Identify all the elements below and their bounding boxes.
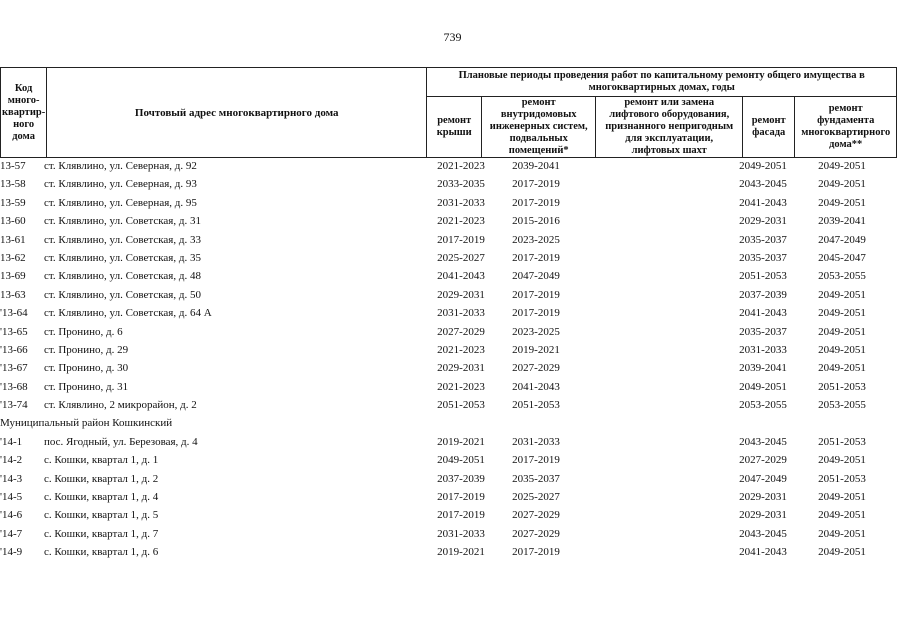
row-engineering: 2027-2029 — [512, 527, 560, 540]
section-row — [0, 414, 905, 432]
row-address: ст. Клявлино, ул. Северная, д. 93 — [44, 178, 197, 191]
row-code: 13-59 — [0, 196, 26, 209]
row-facade: 2041-2043 — [739, 546, 787, 559]
row-foundation: 2049-2051 — [818, 509, 866, 522]
row-facade: 2029-2031 — [739, 509, 787, 522]
row-engineering: 2027-2029 — [512, 509, 560, 522]
row-roof: 2017-2019 — [437, 491, 485, 504]
header-address: Почтовый адрес многоквартирного дома — [47, 68, 427, 158]
row-foundation: 2051-2053 — [818, 472, 866, 485]
row-foundation: 2049-2051 — [818, 307, 866, 320]
row-engineering: 2023-2025 — [512, 325, 560, 338]
row-roof: 2027-2029 — [437, 325, 485, 338]
table-row — [0, 506, 905, 524]
row-address: ст. Клявлино, ул. Советская, д. 64 А — [44, 307, 212, 320]
row-roof: 2031-2033 — [437, 196, 485, 209]
row-address: ст. Пронино, д. 29 — [44, 343, 129, 356]
row-foundation: 2051-2053 — [818, 380, 866, 393]
row-engineering: 2047-2049 — [512, 270, 560, 283]
row-address: ст. Клявлино, ул. Советская, д. 33 — [44, 233, 201, 246]
table-row — [0, 231, 905, 249]
table-row — [0, 194, 905, 212]
row-facade: 2035-2037 — [739, 251, 787, 264]
row-engineering: 2019-2021 — [512, 343, 560, 356]
row-code: 13-58 — [0, 178, 26, 191]
row-roof: 2021-2023 — [437, 380, 485, 393]
table-row — [0, 323, 905, 341]
row-engineering: 2017-2019 — [512, 546, 560, 559]
table-row — [0, 359, 905, 377]
row-roof: 2017-2019 — [437, 233, 485, 246]
row-engineering: 2041-2043 — [512, 380, 560, 393]
row-address: с. Кошки, квартал 1, д. 7 — [44, 527, 159, 540]
row-facade: 2035-2037 — [739, 325, 787, 338]
row-code: '13-64 — [0, 307, 28, 320]
row-code: '14-7 — [0, 527, 23, 540]
row-foundation: 2039-2041 — [818, 215, 866, 228]
row-foundation: 2045-2047 — [818, 251, 866, 264]
row-address: ст. Пронино, д. 31 — [44, 380, 129, 393]
row-facade: 2031-2033 — [739, 343, 787, 356]
row-engineering: 2051-2053 — [512, 399, 560, 412]
row-facade: 2047-2049 — [739, 472, 787, 485]
row-roof: 2021-2023 — [437, 343, 485, 356]
row-code: '14-3 — [0, 472, 23, 485]
row-roof: 2021-2023 — [437, 160, 485, 172]
row-code: '13-65 — [0, 325, 28, 338]
row-roof: 2021-2023 — [437, 215, 485, 228]
row-engineering: 2039-2041 — [512, 160, 560, 172]
row-facade: 2041-2043 — [739, 307, 787, 320]
row-code: '13-66 — [0, 343, 28, 356]
row-roof: 2033-2035 — [437, 178, 485, 191]
table-row — [0, 304, 905, 322]
row-engineering: 2035-2037 — [512, 472, 560, 485]
row-facade: 2041-2043 — [739, 196, 787, 209]
page-number: 739 — [443, 30, 462, 44]
table-row — [0, 157, 905, 175]
row-roof: 2019-2021 — [437, 546, 485, 559]
row-roof: 2031-2033 — [437, 527, 485, 540]
row-address: ст. Клявлино, ул. Северная, д. 92 — [44, 160, 197, 172]
row-engineering: 2017-2019 — [512, 178, 560, 191]
row-foundation: 2049-2051 — [818, 325, 866, 338]
row-engineering: 2023-2025 — [512, 233, 560, 246]
row-facade: 2037-2039 — [739, 288, 787, 301]
row-foundation: 2049-2051 — [818, 178, 866, 191]
row-roof: 2029-2031 — [437, 362, 485, 375]
row-facade: 2053-2055 — [739, 399, 787, 412]
header-engineering: ремонт внутридомовых инженерных систем, подвальных помещений* — [482, 97, 596, 158]
row-foundation: 2049-2051 — [818, 454, 866, 467]
row-address: ст. Клявлино, 2 микрорайон, д. 2 — [44, 399, 197, 412]
header-foundation: ремонт фундамента многоквартирного дома** — [795, 97, 897, 158]
row-code: 13-69 — [0, 270, 26, 283]
table-row — [0, 543, 905, 561]
table-row — [0, 212, 905, 230]
table-row — [0, 378, 905, 396]
row-engineering: 2017-2019 — [512, 307, 560, 320]
row-foundation: 2049-2051 — [818, 546, 866, 559]
row-address: с. Кошки, квартал 1, д. 2 — [44, 472, 159, 485]
row-facade: 2029-2031 — [739, 215, 787, 228]
header-roof: ремонт крыши — [427, 97, 482, 158]
row-facade: 2049-2051 — [739, 380, 787, 393]
row-roof: 2041-2043 — [437, 270, 485, 283]
row-foundation: 2049-2051 — [818, 527, 866, 540]
row-roof: 2049-2051 — [437, 454, 485, 467]
table-row — [0, 525, 905, 543]
row-engineering: 2017-2019 — [512, 196, 560, 209]
row-code: 13-60 — [0, 215, 26, 228]
row-engineering: 2017-2019 — [512, 251, 560, 264]
row-code: '14-6 — [0, 509, 23, 522]
row-foundation: 2049-2051 — [818, 362, 866, 375]
row-engineering: 2027-2029 — [512, 362, 560, 375]
row-address: пос. Ягодный, ул. Березовая, д. 4 — [44, 435, 198, 448]
row-address: с. Кошки, квартал 1, д. 4 — [44, 491, 159, 504]
row-facade: 2049-2051 — [739, 160, 787, 172]
row-address: с. Кошки, квартал 1, д. 1 — [44, 454, 159, 467]
row-facade: 2043-2045 — [739, 527, 787, 540]
row-code: 13-63 — [0, 288, 26, 301]
table-row — [0, 433, 905, 451]
section-title: Муниципальный район Кошкинский — [0, 417, 173, 430]
row-facade: 2043-2045 — [739, 435, 787, 448]
header-facade: ремонт фасада — [743, 97, 795, 158]
row-facade: 2029-2031 — [739, 491, 787, 504]
row-facade: 2043-2045 — [739, 178, 787, 191]
row-roof: 2025-2027 — [437, 251, 485, 264]
row-address: ст. Пронино, д. 6 — [44, 325, 123, 338]
row-code: 13-62 — [0, 251, 26, 264]
row-foundation: 2053-2055 — [818, 270, 866, 283]
row-facade: 2051-2053 — [739, 270, 787, 283]
table-body — [0, 157, 905, 562]
header-periods-title: Плановые периоды проведения работ по капитальному ремонту общего имущества в многоквартирных домах, годы — [427, 68, 897, 97]
row-facade: 2027-2029 — [739, 454, 787, 467]
row-foundation: 2049-2051 — [818, 343, 866, 356]
row-address: ст. Клявлино, ул. Советская, д. 35 — [44, 251, 201, 264]
row-facade: 2039-2041 — [739, 362, 787, 375]
row-roof: 2017-2019 — [437, 509, 485, 522]
row-code: 13-61 — [0, 233, 26, 246]
row-code: '13-67 — [0, 362, 28, 375]
row-engineering: 2015-2016 — [512, 215, 560, 228]
row-code: '13-74 — [0, 399, 28, 412]
table-row — [0, 396, 905, 414]
row-engineering: 2025-2027 — [512, 491, 560, 504]
table-row — [0, 267, 905, 285]
row-code: '14-2 — [0, 454, 23, 467]
row-foundation: 2051-2053 — [818, 435, 866, 448]
row-code: '13-68 — [0, 380, 28, 393]
header-lift: ремонт или замена лифтового оборудования, признанного непригодным для эксплуатации, лифтовых шахт — [596, 97, 743, 158]
row-roof: 2031-2033 — [437, 307, 485, 320]
row-roof: 2037-2039 — [437, 472, 485, 485]
table-row — [0, 488, 905, 506]
row-engineering: 2017-2019 — [512, 454, 560, 467]
row-roof: 2051-2053 — [437, 399, 485, 412]
row-address: ст. Клявлино, ул. Советская, д. 50 — [44, 288, 201, 301]
row-address: ст. Клявлино, ул. Советская, д. 31 — [44, 215, 201, 228]
table-row — [0, 470, 905, 488]
row-code: 13-57 — [0, 160, 26, 172]
table-header — [0, 67, 897, 158]
row-engineering: 2017-2019 — [512, 288, 560, 301]
row-code: '14-5 — [0, 491, 23, 504]
table-row — [0, 175, 905, 193]
row-engineering: 2031-2033 — [512, 435, 560, 448]
row-address: с. Кошки, квартал 1, д. 6 — [44, 546, 159, 559]
header-code: Код много- квартир- ного дома — [1, 68, 47, 158]
row-foundation: 2049-2051 — [818, 196, 866, 209]
row-foundation: 2049-2051 — [818, 288, 866, 301]
row-code: '14-1 — [0, 435, 23, 448]
row-address: ст. Пронино, д. 30 — [44, 362, 129, 375]
row-foundation: 2049-2051 — [818, 160, 866, 172]
table-row — [0, 249, 905, 267]
row-facade: 2035-2037 — [739, 233, 787, 246]
row-address: с. Кошки, квартал 1, д. 5 — [44, 509, 159, 522]
row-roof: 2019-2021 — [437, 435, 485, 448]
row-foundation: 2047-2049 — [818, 233, 866, 246]
table-row — [0, 286, 905, 304]
row-foundation: 2049-2051 — [818, 491, 866, 504]
row-foundation: 2053-2055 — [818, 399, 866, 412]
row-address: ст. Клявлино, ул. Северная, д. 95 — [44, 196, 197, 209]
table-row — [0, 341, 905, 359]
row-code: '14-9 — [0, 546, 23, 559]
table-row — [0, 451, 905, 469]
row-roof: 2029-2031 — [437, 288, 485, 301]
row-address: ст. Клявлино, ул. Советская, д. 48 — [44, 270, 201, 283]
